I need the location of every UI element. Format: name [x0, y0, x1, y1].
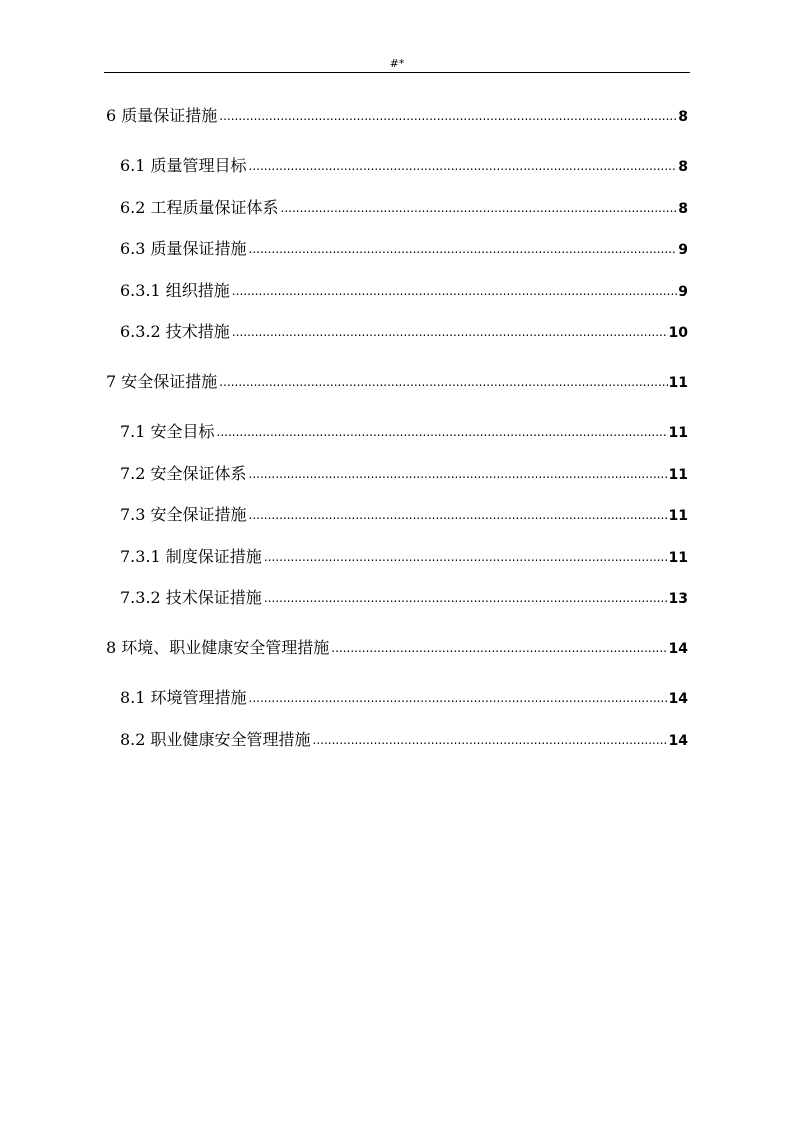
toc-entry-page: 10 — [668, 325, 688, 341]
toc-entry-title: 7.3.2 技术保证措施 — [120, 588, 262, 607]
toc-dot-leader — [249, 467, 668, 481]
toc-entry[interactable] — [120, 237, 688, 259]
toc-entry-page: 9 — [678, 242, 688, 258]
toc-entry-page: 11 — [668, 550, 688, 566]
toc-entry[interactable] — [120, 279, 688, 301]
toc-entry[interactable] — [120, 154, 688, 176]
toc-dot-leader — [313, 733, 668, 747]
toc-entry-title: 6.3 质量保证措施 — [120, 239, 247, 258]
toc-entry-title: 8 环境、职业健康安全管理措施 — [106, 638, 330, 657]
toc-entry[interactable] — [120, 420, 688, 442]
toc-entry-title: 6.2 工程质量保证体系 — [120, 198, 279, 217]
toc-entry[interactable] — [120, 462, 688, 484]
toc-entry-title: 7.3.1 制度保证措施 — [120, 547, 262, 566]
toc-entry-page: 11 — [668, 375, 688, 391]
toc-entry-title: 6 质量保证措施 — [106, 106, 218, 125]
toc-dot-leader — [249, 691, 668, 705]
header-text: #* — [389, 57, 405, 70]
toc-entry-title: 8.2 职业健康安全管理措施 — [120, 730, 311, 749]
toc-entry-page: 11 — [668, 425, 688, 441]
toc-entry-title: 7.2 安全保证体系 — [120, 464, 247, 483]
toc-dot-leader — [232, 284, 677, 298]
toc-entry-page: 8 — [678, 159, 688, 175]
toc-entry[interactable] — [120, 686, 688, 708]
toc-entry-page: 11 — [668, 508, 688, 524]
toc-entry-title: 7 安全保证措施 — [106, 372, 218, 391]
toc-dot-leader — [264, 550, 668, 564]
toc-entry[interactable] — [120, 728, 688, 750]
toc-entry[interactable] — [120, 545, 688, 567]
toc-entry[interactable] — [120, 196, 688, 218]
toc-entry-page: 14 — [668, 733, 688, 749]
toc-entry-page: 9 — [678, 284, 688, 300]
toc-entry[interactable] — [106, 636, 688, 658]
toc-entry-title: 8.1 环境管理措施 — [120, 688, 247, 707]
toc-dot-leader — [281, 201, 678, 215]
toc-dot-leader — [249, 242, 678, 256]
toc-entry-title: 7.3 安全保证措施 — [120, 505, 247, 524]
page-header — [104, 56, 690, 73]
toc-entry[interactable] — [120, 503, 688, 525]
toc-entry-page: 8 — [678, 109, 688, 125]
toc-entry-title: 6.1 质量管理目标 — [120, 156, 247, 175]
toc-dot-leader — [219, 375, 667, 389]
toc-entry[interactable] — [106, 370, 688, 392]
toc-dot-leader — [249, 159, 678, 173]
toc-dot-leader — [264, 591, 668, 605]
toc-dot-leader — [232, 325, 668, 339]
toc-entry-page: 8 — [678, 201, 688, 217]
toc-dot-leader — [331, 641, 667, 655]
toc-entry-page: 14 — [668, 641, 688, 657]
toc-entry-page: 14 — [668, 691, 688, 707]
toc-entry-page: 13 — [668, 591, 688, 607]
toc-dot-leader — [219, 109, 677, 123]
toc-entry[interactable] — [120, 320, 688, 342]
toc-entry-title: 6.3.2 技术措施 — [120, 322, 230, 341]
toc-entry-title: 6.3.1 组织措施 — [120, 281, 230, 300]
toc-dot-leader — [249, 508, 668, 522]
toc-dot-leader — [217, 425, 668, 439]
toc-entry[interactable] — [120, 586, 688, 608]
toc-entry[interactable] — [106, 104, 688, 126]
toc-entry-title: 7.1 安全目标 — [120, 422, 215, 441]
toc-entry-page: 11 — [668, 467, 688, 483]
